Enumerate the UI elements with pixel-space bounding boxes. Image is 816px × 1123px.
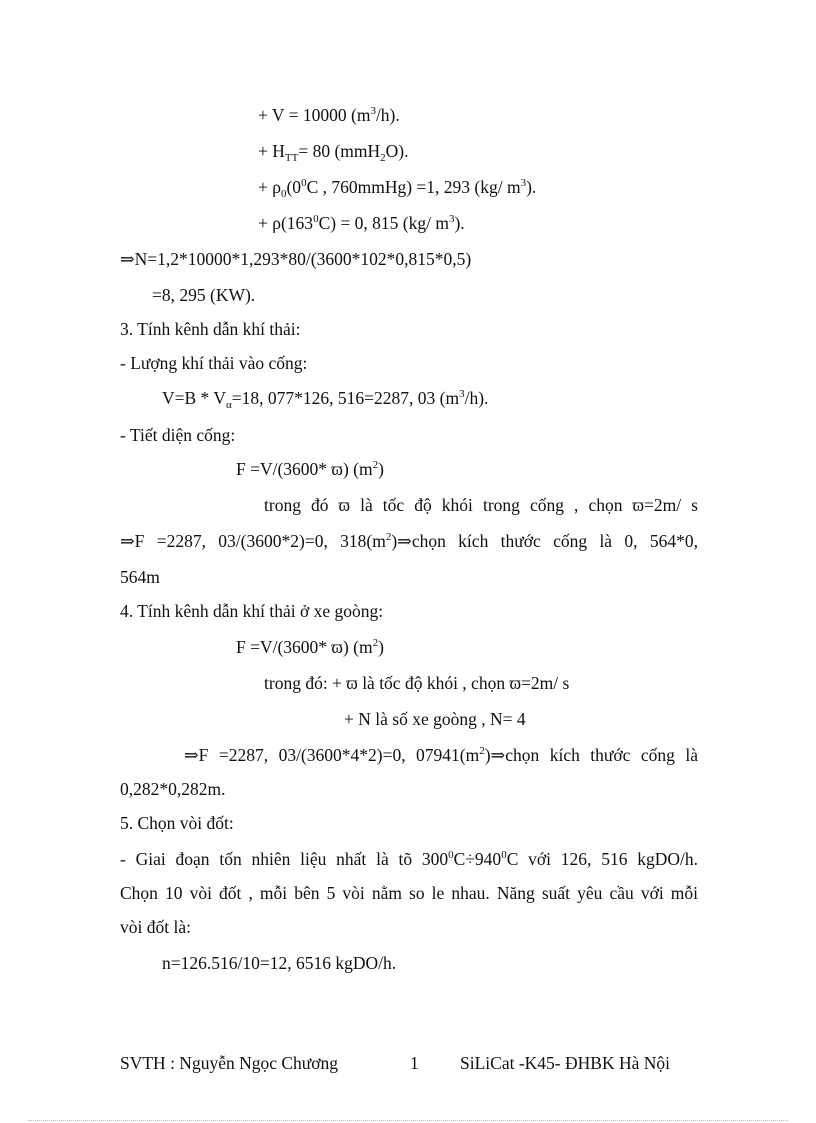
burner-paragraph-line-1: - Giai đoạn tốn nhiên liệu nhất là tõ $300^0C\div 940^0C$ với 126, 516 kgDO/h.	[120, 849, 699, 869]
duct-result-cont: 564m	[120, 567, 160, 587]
cart-duct-result: ⇒F =2287, 03/(3600*4*2)=0, $07941(m^2)\Rightarrow chọn$ kích thước cống là	[184, 745, 698, 765]
footer-school: SiLiCat -K45- ĐHBK Hà Nội	[460, 1053, 670, 1073]
burner-capacity-result: n=126.516/10=12, 6516 kgDO/h.	[162, 953, 397, 973]
param-htt: + $H_{TT}= 80$ (mmH$_2$O).	[258, 141, 409, 164]
param-v: + V = 10000 $(m^3/h)$.	[258, 105, 400, 125]
footer-page-number: 1	[410, 1053, 419, 1073]
burner-paragraph-line-2: Chọn 10 vòi đốt , mỗi bên 5 vòi nằm so le nhau. Năng suất yêu cầu với mỗi	[120, 883, 698, 903]
param-rho0: + $\rho_0(0^0C$ , 760mmHg) =1, 293 (kg/ $m^3$).	[258, 177, 537, 200]
param-rho163: + $\rho(163^0C) = 0$, 815 (kg/ $m^3$).	[258, 213, 465, 233]
burner-paragraph-line-3: vòi đốt là:	[120, 917, 191, 937]
footer-author: SVTH : Nguyễn Ngọc Chương	[120, 1053, 339, 1073]
cross-section-formula: F =V/(3600* ϖ) $(m^2)$	[236, 459, 384, 479]
cross-section-label: - Tiết diện cống:	[120, 425, 236, 445]
section-4-heading: 4. Tính kênh dẫn khí thải ở xe goòng:	[120, 601, 384, 621]
section-3-heading: 3. Tính kênh dẫn khí thải:	[120, 319, 301, 339]
power-formula: ⇒N=1,2*10000*1,293*80/(3600*102*0,815*0,5)	[120, 249, 472, 269]
cart-section-formula: F =V/(3600* ϖ) $(m^2)$	[236, 637, 384, 657]
power-result: =8, 295 (KW).	[152, 285, 256, 305]
cart-count-note: + N là số xe goòng , N= 4	[344, 709, 526, 729]
page-bottom-divider	[28, 1120, 788, 1121]
cart-duct-result-cont: 0,282*0,282m.	[120, 779, 226, 799]
cart-speed-note: trong đó: + ϖ là tốc độ khói , chọn ϖ=2m/ s	[264, 673, 570, 693]
speed-note: trong đó ϖ là tốc độ khói trong cống , chọn ϖ=2m/ s	[264, 495, 698, 515]
exhaust-amount-label: - Lượng khí thải vào cống:	[120, 353, 308, 373]
section-5-heading: 5. Chọn vòi đốt:	[120, 813, 234, 833]
exhaust-volume-formula: $V=B * V_\alpha=18$, 077*126, 516=2287, 03 $(m^3/h)$.	[162, 388, 489, 411]
duct-result: ⇒F =2287, 03/(3600*2)=0, $318(m^2)\Rightarrow chọn$ kích thước cống là 0, 564*0,	[120, 531, 698, 551]
